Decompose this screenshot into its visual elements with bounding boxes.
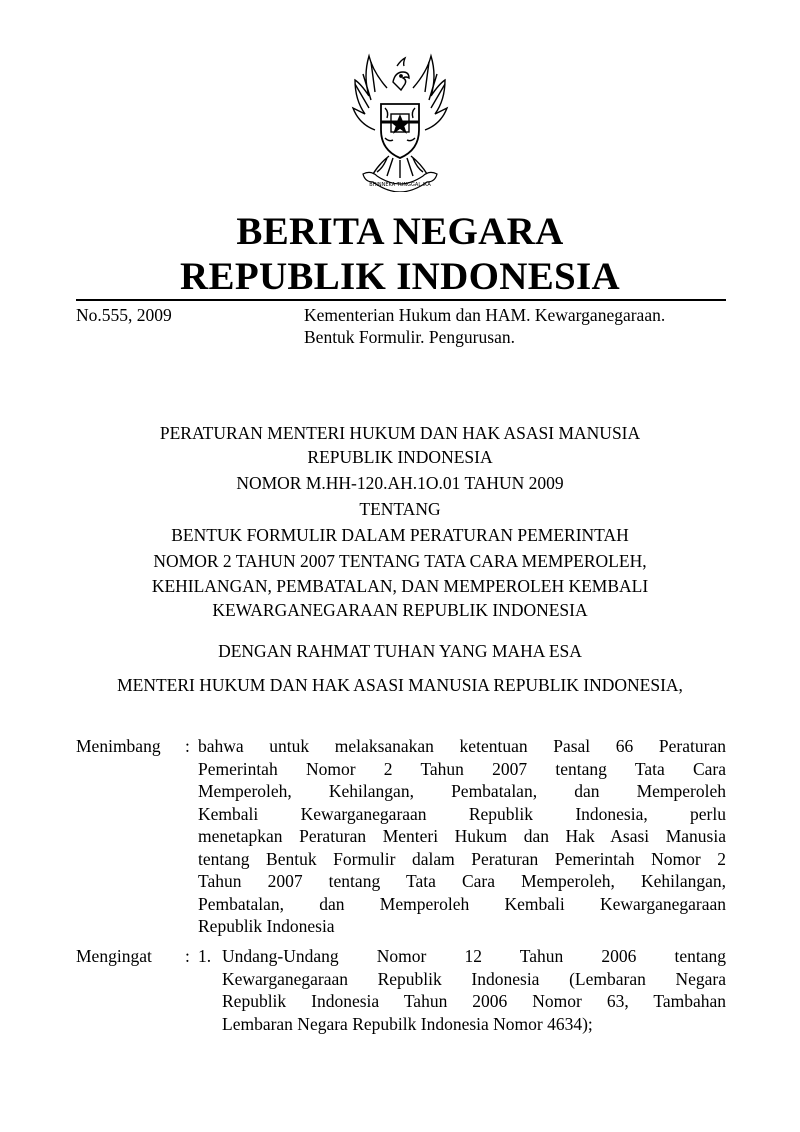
mengingat-line: Lembaran Negara Repubilk Indonesia Nomor 4634); bbox=[222, 1013, 593, 1034]
mengingat-section bbox=[0, 945, 800, 1045]
document-title-line2: REPUBLIK INDONESIA bbox=[180, 255, 620, 298]
menimbang-line: menetapkan Peraturan Menteri Hukum dan Hak Asasi Manusia bbox=[198, 826, 726, 846]
mengingat-item-number: 1. bbox=[198, 946, 212, 966]
menimbang-line: Pembatalan, dan Memperoleh Kembali Kewarganegaraan bbox=[198, 893, 726, 914]
mengingat-line: Republik Indonesia Tahun 2006 Nomor 63, Tambahan bbox=[222, 991, 726, 1011]
garuda-emblem-icon bbox=[333, 52, 467, 192]
menimbang-line: Memperoleh, Kehilangan, Pembatalan, dan Memperoleh bbox=[198, 781, 726, 801]
preamble-divine: DENGAN RAHMAT TUHAN YANG MAHA ESA bbox=[218, 641, 582, 661]
menimbang-line: Kembali Kewarganegaraan Republik Indonesia, perlu bbox=[198, 803, 726, 824]
menimbang-section bbox=[0, 735, 800, 945]
mengingat-line: Kewarganegaraan Republik Indonesia (Lembaran Negara bbox=[222, 968, 726, 989]
regulation-title-line: REPUBLIK INDONESIA bbox=[307, 447, 493, 467]
menimbang-line: bahwa untuk melaksanakan ketentuan Pasal 66 Peraturan bbox=[198, 736, 726, 756]
header-divider bbox=[76, 299, 726, 301]
mengingat-colon: : bbox=[185, 946, 190, 966]
regulation-subject-line: NOMOR 2 TAHUN 2007 TENTANG TATA CARA MEMPEROLEH, bbox=[153, 551, 647, 571]
menimbang-line: Republik Indonesia bbox=[198, 916, 335, 936]
menimbang-line: Tahun 2007 tentang Tata Cara Memperoleh, Kehilangan, bbox=[198, 871, 726, 891]
publication-description-line1: Kementerian Hukum dan HAM. Kewarganegaraan. bbox=[304, 305, 666, 325]
mengingat-text bbox=[222, 945, 726, 1035]
publication-number: No.555, 2009 bbox=[76, 305, 172, 325]
preamble-minister: MENTERI HUKUM DAN HAK ASASI MANUSIA REPUBLIK INDONESIA, bbox=[117, 675, 683, 695]
regulation-subject-line: KEWARGANEGARAAN REPUBLIK INDONESIA bbox=[212, 600, 588, 620]
regulation-tentang: TENTANG bbox=[359, 499, 441, 519]
menimbang-colon: : bbox=[185, 736, 190, 756]
menimbang-line: tentang Bentuk Formulir dalam Peraturan Pemerintah Nomor 2 bbox=[198, 848, 726, 869]
regulation-subject-line: KEHILANGAN, PEMBATALAN, DAN MEMPEROLEH KEMBALI bbox=[151, 576, 649, 596]
mengingat-label: Mengingat bbox=[76, 946, 152, 966]
menimbang-text bbox=[198, 735, 726, 938]
regulation-title-line: PERATURAN MENTERI HUKUM DAN HAK ASASI MANUSIA bbox=[159, 423, 641, 443]
mengingat-line: Undang-Undang Nomor 12 Tahun 2006 tentang bbox=[222, 946, 726, 966]
regulation-number: NOMOR M.HH-120.AH.1O.01 TAHUN 2009 bbox=[236, 473, 564, 493]
publication-description-line2: Bentuk Formulir. Pengurusan. bbox=[304, 327, 515, 347]
regulation-subject-line: BENTUK FORMULIR DALAM PERATURAN PEMERINTAH bbox=[171, 525, 629, 545]
emblem-motto: BHINNEKA TUNGGAL IKA bbox=[369, 182, 431, 188]
menimbang-label: Menimbang bbox=[76, 736, 161, 756]
publication-description bbox=[304, 304, 665, 348]
menimbang-line: Pemerintah Nomor 2 Tahun 2007 tentang Tata Cara bbox=[198, 758, 726, 779]
document-title-line1: BERITA NEGARA bbox=[236, 210, 564, 253]
